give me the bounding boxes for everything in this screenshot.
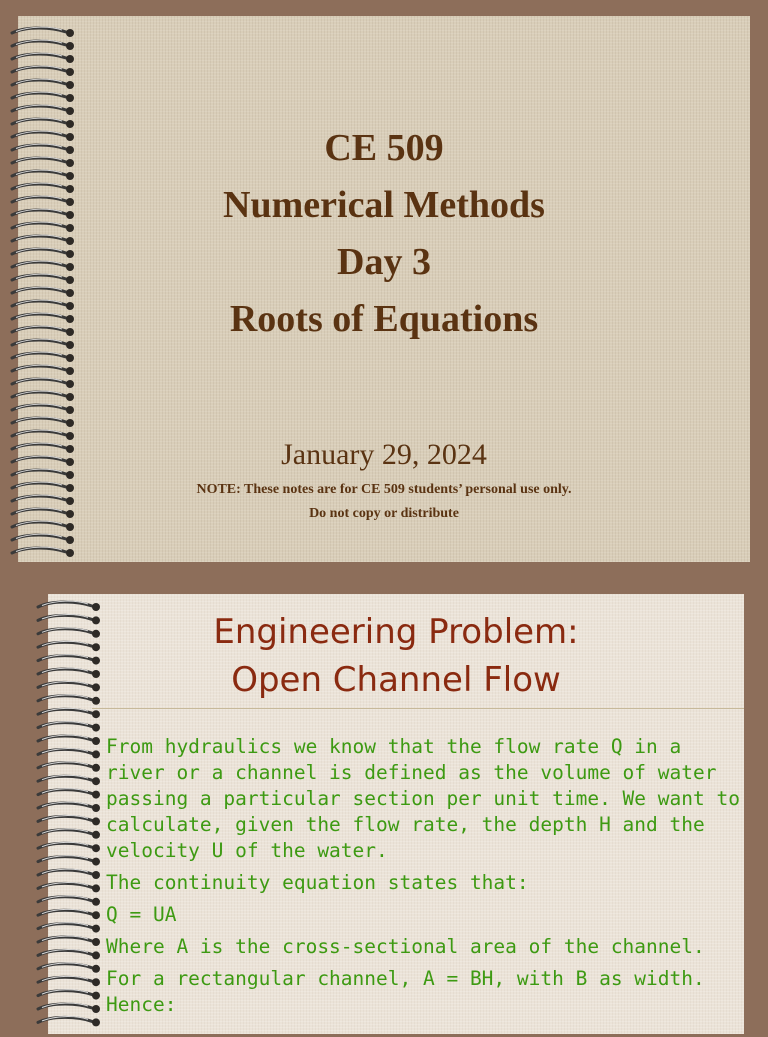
spiral-coil bbox=[38, 883, 100, 893]
slide-2-title-line-1: Engineering Problem: bbox=[213, 612, 579, 652]
spiral-coil bbox=[38, 869, 100, 879]
spiral-coil bbox=[38, 856, 100, 866]
spiral-binding-icon bbox=[34, 598, 104, 1037]
spiral-coil bbox=[12, 547, 74, 557]
spiral-coil bbox=[12, 183, 74, 193]
spiral-coil bbox=[12, 417, 74, 427]
spiral-coil bbox=[12, 105, 74, 115]
spiral-coil bbox=[38, 789, 100, 799]
spiral-coil bbox=[38, 735, 100, 745]
body-paragraph: For a rectangular channel, A = BH, with B as width. Hence: bbox=[106, 967, 705, 1016]
spiral-coil bbox=[38, 762, 100, 772]
spiral-coil bbox=[12, 404, 74, 414]
spiral-coil bbox=[12, 222, 74, 232]
body-paragraph: Q = UA bbox=[106, 903, 177, 926]
spiral-coil bbox=[38, 896, 100, 906]
spiral-coil bbox=[12, 326, 74, 336]
spiral-coil bbox=[12, 339, 74, 349]
spiral-coil bbox=[38, 641, 100, 651]
spiral-coil bbox=[38, 749, 100, 759]
body-paragraph: From hydraulics we know that the flow rate Q in a river or a channel is defined as the volume of water passing a particular section per unit time. We want to calculate, given the flow rate, the depth H and the velocity U of the water. bbox=[106, 735, 740, 862]
spiral-coil bbox=[38, 1003, 100, 1013]
slide-2 bbox=[48, 594, 744, 1034]
body-paragraph: Where A is the cross-sectional area of the channel. bbox=[106, 935, 705, 958]
spiral-coil bbox=[12, 131, 74, 141]
spiral-coil bbox=[38, 829, 100, 839]
spiral-coil bbox=[12, 456, 74, 466]
spiral-coil bbox=[12, 274, 74, 284]
spiral-coil bbox=[12, 66, 74, 76]
spiral-coil bbox=[38, 1017, 100, 1027]
spiral-coil bbox=[12, 79, 74, 89]
spiral-coil bbox=[12, 196, 74, 206]
spiral-coil bbox=[38, 628, 100, 638]
spiral-coil bbox=[38, 695, 100, 705]
spiral-coil bbox=[38, 615, 100, 625]
slide-2-title-line-2: Open Channel Flow bbox=[231, 660, 561, 700]
spiral-coil bbox=[12, 365, 74, 375]
spiral-coil bbox=[12, 118, 74, 128]
spiral-coil bbox=[38, 802, 100, 812]
slide-2-body bbox=[106, 734, 742, 1024]
spiral-coil bbox=[12, 495, 74, 505]
spiral-coil bbox=[38, 668, 100, 678]
spiral-binding-icon bbox=[8, 24, 78, 567]
body-paragraph: The continuity equation states that: bbox=[106, 871, 529, 894]
spiral-coil bbox=[12, 391, 74, 401]
spiral-coil bbox=[12, 53, 74, 63]
spiral-coil bbox=[38, 842, 100, 852]
spiral-coil bbox=[12, 508, 74, 518]
slide-1 bbox=[18, 16, 750, 562]
title-divider bbox=[92, 708, 744, 709]
slide-1-title bbox=[18, 120, 750, 348]
spiral-coil bbox=[12, 235, 74, 245]
spiral-coil bbox=[12, 521, 74, 531]
spiral-coil bbox=[38, 682, 100, 692]
spiral-coil bbox=[38, 976, 100, 986]
slide-1-date: January 29, 2024 bbox=[281, 438, 487, 471]
spiral-coil bbox=[12, 170, 74, 180]
spiral-coil bbox=[12, 209, 74, 219]
slide-2-title bbox=[48, 608, 744, 704]
spiral-coil bbox=[12, 144, 74, 154]
spiral-coil bbox=[38, 936, 100, 946]
note-line-1: NOTE: These notes are for CE 509 students’ personal use only. bbox=[196, 482, 572, 497]
spiral-coil bbox=[12, 469, 74, 479]
title-line-topic: Roots of Equations bbox=[229, 298, 539, 340]
spiral-coil bbox=[38, 950, 100, 960]
title-line-day: Day 3 bbox=[337, 241, 431, 283]
spiral-coil bbox=[12, 92, 74, 102]
spiral-coil bbox=[38, 722, 100, 732]
spiral-coil bbox=[12, 261, 74, 271]
spiral-coil bbox=[12, 443, 74, 453]
note-line-2: Do not copy or distribute bbox=[309, 506, 459, 521]
spiral-coil bbox=[38, 923, 100, 933]
spiral-coil bbox=[12, 27, 74, 37]
spiral-coil bbox=[12, 248, 74, 258]
title-line-subject: Numerical Methods bbox=[223, 184, 545, 226]
spiral-coil bbox=[12, 287, 74, 297]
spiral-coil bbox=[12, 300, 74, 310]
spiral-coil bbox=[38, 775, 100, 785]
spiral-coil bbox=[38, 963, 100, 973]
spiral-coil bbox=[38, 708, 100, 718]
spiral-coil bbox=[12, 157, 74, 167]
spiral-coil bbox=[38, 816, 100, 826]
spiral-coil bbox=[12, 534, 74, 544]
spiral-coil bbox=[38, 990, 100, 1000]
spiral-coil bbox=[12, 378, 74, 388]
spiral-coil bbox=[12, 482, 74, 492]
spiral-coil bbox=[38, 655, 100, 665]
slide-1-note bbox=[18, 478, 750, 526]
spiral-coil bbox=[38, 909, 100, 919]
spiral-coil bbox=[12, 40, 74, 50]
spiral-coil bbox=[12, 352, 74, 362]
spiral-coil bbox=[12, 313, 74, 323]
spiral-coil bbox=[38, 601, 100, 611]
title-line-course: CE 509 bbox=[324, 127, 444, 169]
spiral-coil bbox=[12, 430, 74, 440]
